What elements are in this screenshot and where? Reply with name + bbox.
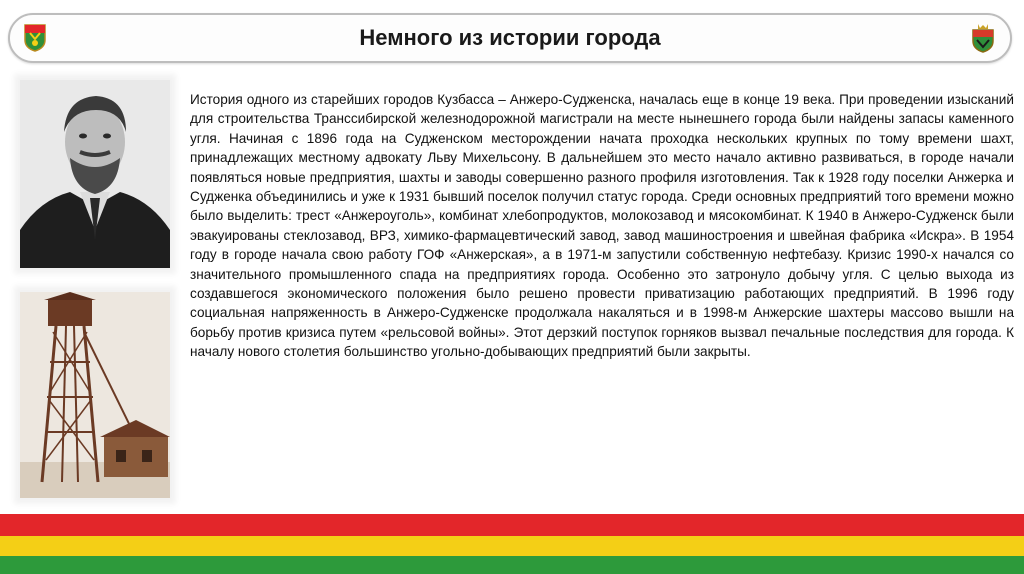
yellow-stripe: [0, 536, 1024, 556]
page-title: Немного из истории города: [359, 25, 661, 50]
red-stripe: [0, 514, 1024, 536]
green-stripe: [0, 556, 1024, 574]
region-coat-of-arms-icon: [970, 23, 996, 53]
history-text: История одного из старейших городов Кузбасса – Анжеро-Судженска, началась еще в конце 19 века. При проведении изысканий для строительства Транссибирской железнодорожной магистрали на месте нынешнего города были найдены запасы каменного угля. Начиная с 1896 года на Судженском месторождении начата проходка нескольких крупных по тому времени шахт, принадлежащих местному адвокату Льву Михельсону. В дальнейшем это место начало активно развиваться, в городе начали появляться новые предприятия, шахты и заводы совершенно разного профиля изготовления. Так к 1928 году поселки Анжерка и Судженка объединились и уже к 1931 бывший поселок получил статус города. Среди основных предприятий того времени можно было выделить: трест «Анжероуголь», комбинат хлебопродуктов, молокозавод и мясокомбинат. К 1940 в Анжеро-Судженск были эвакуированы стеклозавод, ВРЗ, химико-фармацевтический завод, завод машиностроения и швейная фабрика «Искра». В 1954 году в городе начала свою работу ГОФ «Анжерская», а в 1971-м запустили собственную нефтебазу. Кризис 1990-х начался со значительного промышленного спада на предприятиях города. Особенно это затронуло добычу угля. С целью выхода из создавшегося экономического положения было решено провести приватизацию работающих предприятий. В 1996 году социальная напряженность в Анжеро-Судженске продолжала накаляться и в 1998-м Анжерские шахтеры массово вышли на борьбу против кризиса путем «рельсовой войны». Этот дерзкий поступок горняков вызвал печальные последствия для города. К началу нового столетия большинство угольно-добывающих предприятий были закрыты.: [190, 92, 1014, 360]
portrait-photo: [20, 80, 170, 268]
header-bar: [8, 13, 1012, 63]
mine-headframe-photo: [20, 292, 170, 498]
